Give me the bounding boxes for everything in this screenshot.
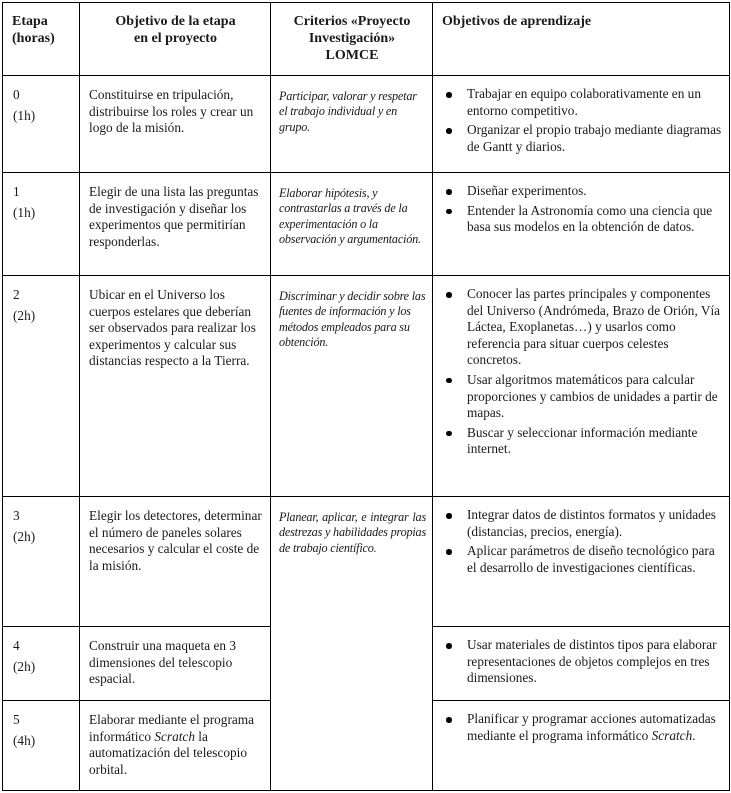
header-stage-line1: Etapa bbox=[12, 14, 48, 29]
stage-number: 5 bbox=[13, 712, 20, 727]
objective-text: Elegir de una lista las preguntas de investigación y diseñar los experimentos que permitirían responderlas. bbox=[89, 184, 259, 249]
table-row-stage-2 bbox=[3, 276, 730, 497]
objective-text: Construir una maqueta en 3 dimensiones del telescopio espacial. bbox=[89, 638, 236, 687]
stage-hours: (2h) bbox=[13, 528, 36, 544]
objective-text-after: la automatización del telescopio orbital. bbox=[89, 728, 248, 777]
criteria-text: Planear, aplicar, e integrar las destrezas y habilidades propias de trabajo científico. bbox=[279, 510, 426, 555]
table-row-stage-0 bbox=[3, 76, 730, 173]
learning-item: Usar algoritmos matemáticos para calcular proporciones y cambios de unidades a partir de mapas. bbox=[433, 372, 723, 422]
header-objective-line1: Objetivo de la etapa bbox=[115, 14, 236, 29]
header-objective bbox=[80, 3, 271, 76]
criteria-cell bbox=[271, 276, 433, 497]
learning-list bbox=[433, 711, 723, 744]
stage-hours: (4h) bbox=[13, 732, 36, 748]
learning-cell bbox=[433, 76, 730, 173]
learning-list bbox=[433, 507, 723, 576]
header-learning bbox=[433, 3, 730, 76]
header-objective-line2: en el proyecto bbox=[134, 31, 217, 46]
learning-cell bbox=[433, 497, 730, 627]
learning-item: Trabajar en equipo colaborativamente en un entorno competitivo. bbox=[433, 86, 723, 119]
learning-item: Buscar y seleccionar información mediante internet. bbox=[433, 425, 723, 458]
stage-hours: (2h) bbox=[13, 658, 36, 674]
stage-number: 4 bbox=[13, 638, 20, 653]
stage-cell bbox=[3, 497, 80, 627]
objective-cell bbox=[80, 627, 271, 701]
criteria-cell bbox=[271, 173, 433, 276]
learning-item: Organizar el propio trabajo mediante diagramas de Gantt y diarios. bbox=[433, 122, 723, 155]
stage-hours: (2h) bbox=[13, 307, 36, 323]
objective-cell bbox=[80, 276, 271, 497]
learning-text-after: . bbox=[692, 727, 696, 743]
objective-text: Constituirse en tripulación, distribuirse los roles y crear un logo de la misión. bbox=[89, 87, 254, 136]
header-criteria-line3: LOMCE bbox=[325, 48, 379, 63]
criteria-text: Elaborar hipótesis, y contrastarlas a través de la experimentación o la observación y argumentación. bbox=[279, 186, 421, 247]
stage-number: 0 bbox=[13, 87, 20, 102]
stage-number: 1 bbox=[13, 184, 20, 199]
learning-item: Integrar datos de distintos formatos y unidades (distancias, precios, energía). bbox=[433, 507, 723, 540]
header-criteria bbox=[271, 3, 433, 76]
learning-cell bbox=[433, 701, 730, 791]
learning-cell bbox=[433, 276, 730, 497]
stage-hours: (1h) bbox=[13, 204, 36, 220]
header-criteria-line1: Criterios «Proyecto bbox=[293, 14, 411, 29]
objective-text: Ubicar en el Universo los cuerpos estelares que deberían ser observados para realizar los experimentos y calcular sus distancias respecto a la Tierra. bbox=[89, 287, 256, 369]
header-stage-line2: (horas) bbox=[12, 31, 55, 46]
stage-cell bbox=[3, 76, 80, 173]
learning-list bbox=[433, 183, 723, 236]
learning-text-before: Planificar y programar acciones automatizadas mediante el programa informático bbox=[467, 711, 716, 743]
objective-cell bbox=[80, 76, 271, 173]
header-row bbox=[3, 3, 730, 76]
criteria-text: Participar, valorar y respetar el trabajo individual y en grupo. bbox=[279, 89, 417, 134]
criteria-text: Discriminar y decidir sobre las fuentes de información y los métodos empleados para su obtención. bbox=[279, 289, 426, 350]
learning-cell bbox=[433, 627, 730, 701]
learning-item: Usar materiales de distintos tipos para elaborar representaciones de objetos complejos en tres dimensiones. bbox=[433, 637, 723, 687]
objective-text: Elegir los detectores, determinar el número de paneles solares necesarios y calcular el coste de la misión. bbox=[89, 508, 262, 573]
header-learning-label: Objetivos de aprendizaje bbox=[442, 14, 592, 29]
stage-cell bbox=[3, 627, 80, 701]
stage-cell bbox=[3, 173, 80, 276]
objective-text bbox=[80, 701, 270, 784]
objective-cell bbox=[80, 701, 271, 791]
project-stages-table bbox=[2, 2, 730, 791]
objective-text-before: Elaborar mediante el programa informático bbox=[89, 712, 255, 744]
objective-cell bbox=[80, 173, 271, 276]
learning-item: Entender la Astronomía como una ciencia que basa sus modelos en la obtención de datos. bbox=[433, 203, 723, 236]
learning-list bbox=[433, 637, 723, 687]
stage-hours: (1h) bbox=[13, 107, 36, 123]
criteria-cell-merged bbox=[271, 497, 433, 791]
learning-list bbox=[433, 86, 723, 155]
learning-item bbox=[433, 711, 723, 744]
learning-cell bbox=[433, 173, 730, 276]
header-stage bbox=[3, 3, 80, 76]
stage-number: 2 bbox=[13, 287, 20, 302]
software-name-scratch: Scratch bbox=[154, 728, 195, 744]
table-row-stage-3 bbox=[3, 497, 730, 627]
criteria-cell bbox=[271, 76, 433, 173]
table-row-stage-1 bbox=[3, 173, 730, 276]
learning-item: Conocer las partes principales y componentes del Universo (Andrómeda, Brazo de Orión, Vía Láctea, Exoplanetas…) y usarlos como referencia para situar cuerpos celestes concretos. bbox=[433, 286, 723, 369]
objective-cell bbox=[80, 497, 271, 627]
learning-item: Aplicar parámetros de diseño tecnológico para el desarrollo de investigaciones científicas. bbox=[433, 543, 723, 576]
stage-number: 3 bbox=[13, 508, 20, 523]
software-name-scratch: Scratch bbox=[651, 727, 693, 743]
learning-item: Diseñar experimentos. bbox=[433, 183, 723, 200]
stage-cell bbox=[3, 276, 80, 497]
learning-list bbox=[433, 286, 723, 458]
stage-cell bbox=[3, 701, 80, 791]
header-criteria-line2: Investigación» bbox=[308, 31, 396, 46]
